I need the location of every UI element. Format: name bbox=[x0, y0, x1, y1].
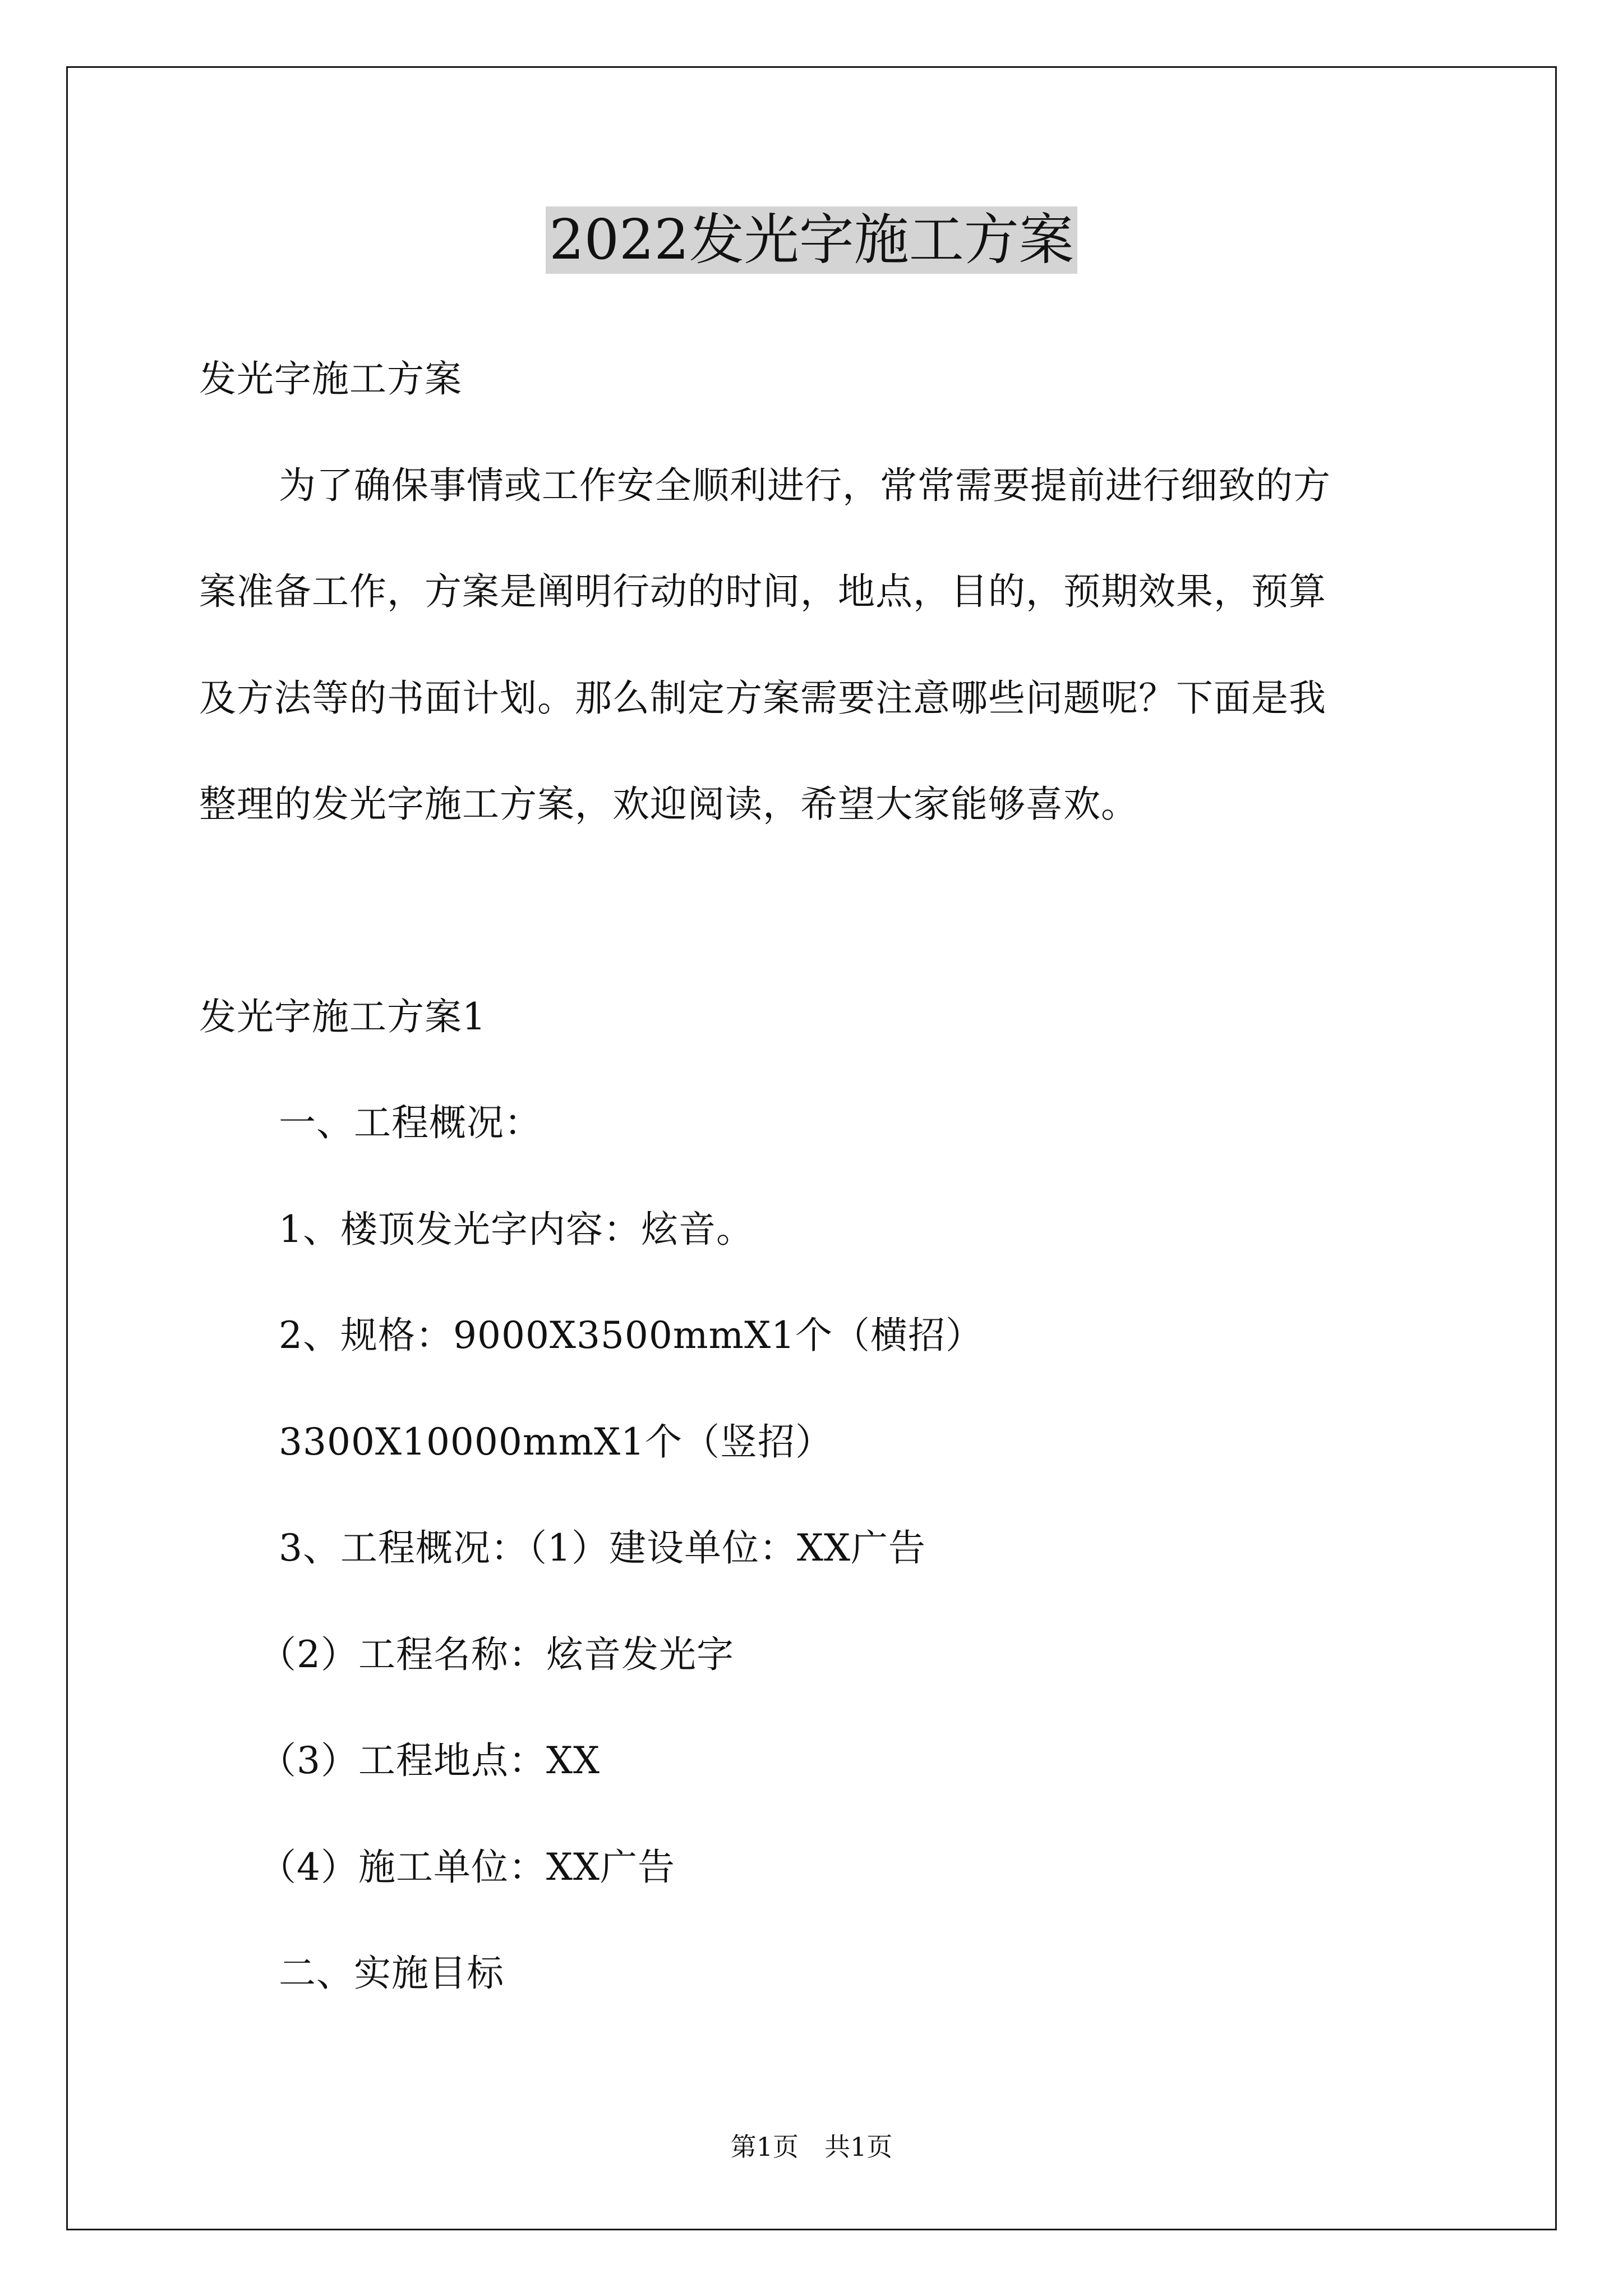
body-line-7: （3）工程地点：XX bbox=[259, 1739, 600, 1782]
body-line-2: 1、楼顶发光字内容：炫音。 bbox=[279, 1208, 754, 1251]
document-title: 2022发光字施工方案 bbox=[546, 206, 1077, 274]
intro-line-3: 及方法等的书面计划。那么制定方案需要注意哪些问题呢？下面是我 bbox=[199, 677, 1326, 720]
body-line-9: 二、实施目标 bbox=[279, 1952, 504, 1995]
body-line-5: 3、工程概况：（1）建设单位：XX广告 bbox=[279, 1526, 926, 1570]
body-line-8: （4）施工单位：XX广告 bbox=[259, 1846, 675, 1889]
section-heading-1: 发光字施工方案1 bbox=[199, 995, 486, 1038]
intro-line-2: 案准备工作，方案是阐明行动的时间，地点，目的，预期效果，预算 bbox=[199, 570, 1326, 613]
page-footer: 第1页 共1页 bbox=[730, 2132, 893, 2162]
intro-line-4: 整理的发光字施工方案，欢迎阅读，希望大家能够喜欢。 bbox=[199, 783, 1138, 826]
body-line-4: 3300X10000mmX1个（竖招） bbox=[279, 1420, 833, 1464]
body-line-1: 一、工程概况： bbox=[279, 1101, 542, 1144]
intro-line-1: 为了确保事情或工作安全顺利进行，常常需要提前进行细致的方 bbox=[279, 464, 1331, 507]
body-line-3: 2、规格：9000X3500mmX1个（横招） bbox=[279, 1314, 984, 1357]
document-title-row bbox=[0, 206, 1623, 274]
document-subtitle: 发光字施工方案 bbox=[199, 357, 462, 401]
body-line-6: （2）工程名称：炫音发光字 bbox=[259, 1633, 734, 1676]
